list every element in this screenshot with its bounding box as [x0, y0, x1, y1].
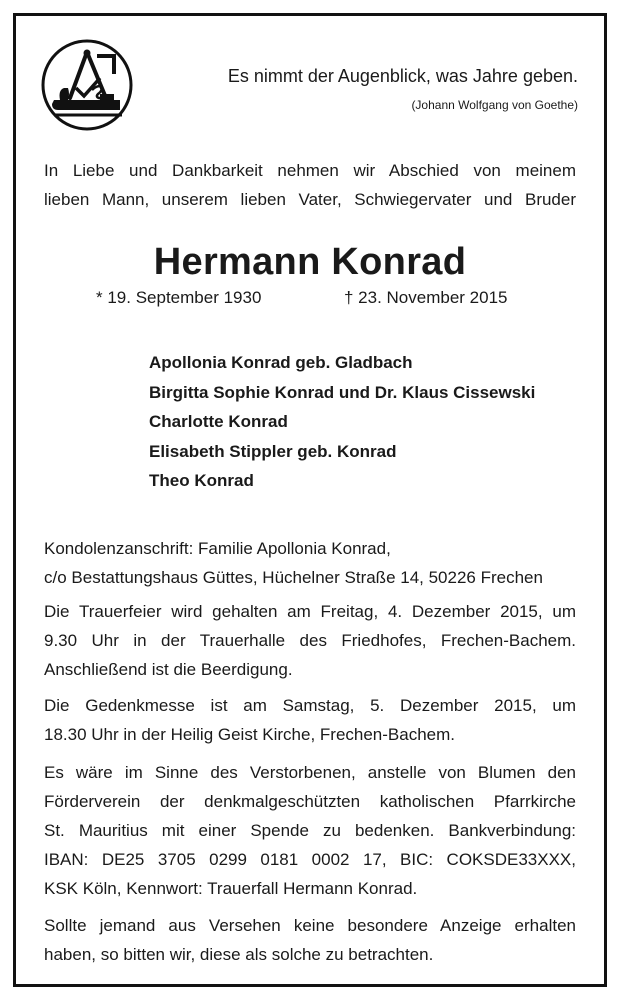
donation-line: KSK Köln, Kennwort: Trauerfall Hermann Konrad. [44, 879, 418, 898]
donation-line: IBAN: DE25 3705 0299 0181 0002 17, BIC: COKSDE33XXX, [44, 850, 576, 869]
intro-paragraph [44, 156, 576, 214]
funeral-line: Die Trauerfeier wird gehalten am Freitag, 4. Dezember 2015, um [44, 602, 576, 621]
donation-line: Es wäre im Sinne des Verstorbenen, anstelle von Blumen den [44, 763, 576, 782]
donation-line: Förderverein der denkmalgeschützten katholischen Pfarrkirche [44, 792, 576, 811]
condolence-line: c/o Bestattungshaus Güttes, Hüchelner Straße 14, 50226 Frechen [44, 568, 543, 587]
funeral-line: 9.30 Uhr in der Trauerhalle des Friedhofes, Frechen-Bachem. [44, 631, 576, 650]
intro-line: In Liebe und Dankbarkeit nehmen wir Abschied von meinem [44, 161, 576, 180]
donation-line: St. Mauritius mit einer Spende zu bedenken. Bankverbindung: [44, 821, 576, 840]
goethe-quote: Es nimmt der Augenblick, was Jahre geben. [227, 66, 578, 86]
mourner-name: Apollonia Konrad geb. Gladbach [149, 353, 413, 372]
mourner-name: Charlotte Konrad [149, 412, 288, 431]
funeral-service-paragraph [44, 597, 576, 684]
mourner-name: Birgitta Sophie Konrad und Dr. Klaus Cissewski [149, 382, 536, 402]
condolence-line: Kondolenzanschrift: Familie Apollonia Konrad, [44, 539, 391, 558]
condolence-address [44, 534, 576, 592]
mourners-list [149, 348, 535, 496]
closing-line: haben, so bitten wir, diese als solche zu betrachten. [44, 945, 434, 964]
birth-date: * 19. September 1930 [96, 288, 262, 307]
memorial-mass-paragraph [44, 691, 576, 749]
closing-line: Sollte jemand aus Versehen keine besondere Anzeige erhalten [44, 916, 576, 935]
mourner-name: Theo Konrad [149, 471, 254, 490]
quote-author: (Johann Wolfgang von Goethe) [411, 98, 578, 112]
funeral-line: Anschließend ist die Beerdigung. [44, 660, 293, 679]
mass-line: Die Gedenkmesse ist am Samstag, 5. Dezember 2015, um [44, 696, 576, 715]
death-date: † 23. November 2015 [344, 288, 508, 307]
mourner-name: Elisabeth Stippler geb. Konrad [149, 441, 397, 461]
donation-paragraph [44, 758, 576, 903]
carpenter-tools-emblem-icon [40, 38, 134, 132]
deceased-name: Hermann Konrad [153, 241, 467, 283]
intro-line: lieben Mann, unserem lieben Vater, Schwiegervater und Bruder [44, 190, 576, 209]
mass-line: 18.30 Uhr in der Heilig Geist Kirche, Frechen-Bachem. [44, 725, 456, 744]
closing-paragraph [44, 911, 576, 969]
